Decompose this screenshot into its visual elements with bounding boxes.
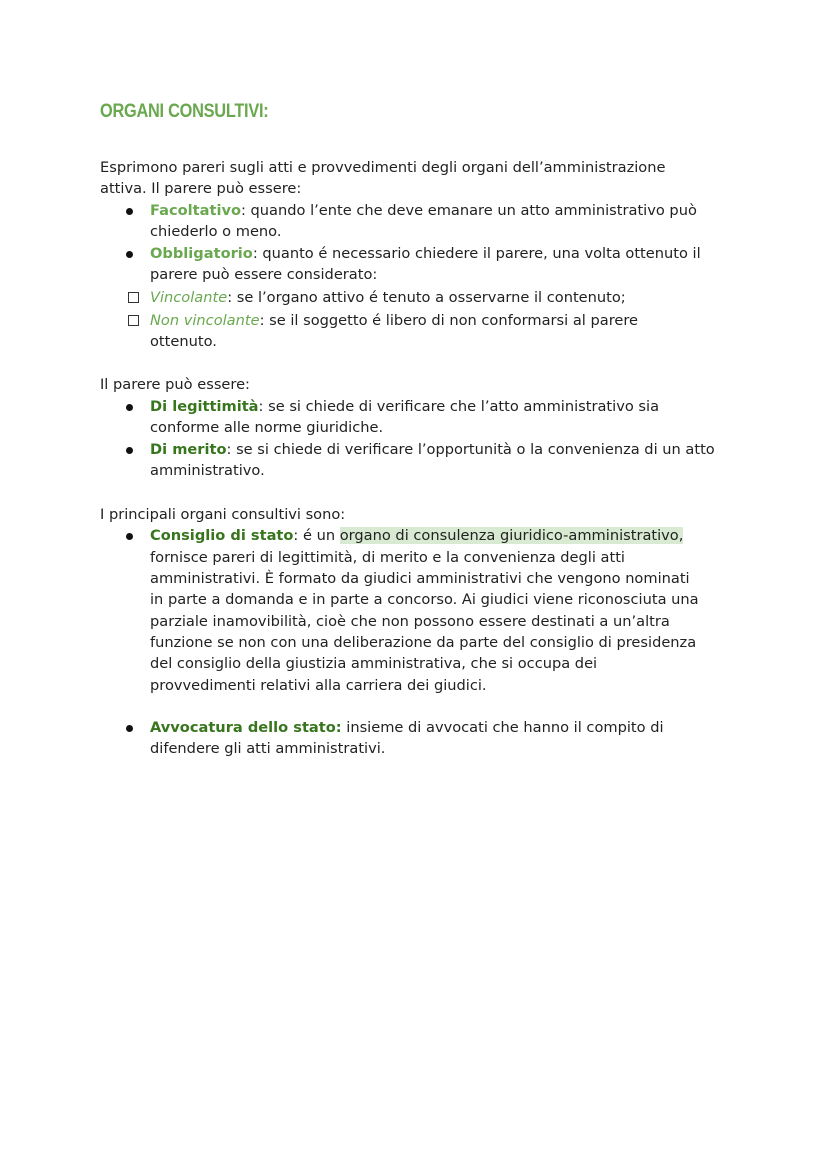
term-non-vincolante: Non vincolante	[150, 312, 260, 329]
bullet-icon	[126, 447, 133, 454]
page-title: ORGANI CONSULTIVI:	[100, 101, 269, 122]
bullet-icon	[126, 251, 133, 258]
term-consiglio: Consiglio di stato	[150, 527, 294, 544]
list-item-non-vincolante: Non vincolante: se il soggetto é libero di non conformarsi al parere	[150, 312, 639, 329]
list-item-continuation: parere può essere considerato:	[150, 266, 378, 283]
bullet-icon	[126, 533, 133, 540]
list-item-continuation: amministrativi. È formato da giudici amministrativi che vengono nominati	[150, 570, 690, 587]
list-item-continuation: amministrativo.	[150, 462, 265, 479]
term-merito: Di merito	[150, 441, 227, 458]
list-item-continuation: provvedimenti relativi alla carriera dei giudici.	[150, 677, 487, 694]
term-legittimita: Di legittimità	[150, 398, 259, 415]
term-obbligatorio: Obbligatorio	[150, 245, 253, 262]
list-item-continuation: in parte a domanda e in parte a concorso. Ai giudici viene riconosciuta una	[150, 591, 699, 608]
bullet-icon	[126, 725, 133, 732]
list-item-vincolante: Vincolante: se l’organo attivo é tenuto a osservarne il contenuto;	[150, 289, 626, 306]
list-item-continuation: conforme alle norme giuridiche.	[150, 419, 384, 436]
list-item-consiglio: Consiglio di stato: é un organo di consulenza giuridico-amministrativo,	[150, 527, 684, 544]
list-item-continuation: difendere gli atti amministrativi.	[150, 740, 386, 757]
list-item-avvocatura: Avvocatura dello stato: insieme di avvocati che hanno il compito di	[150, 719, 664, 736]
bullet-icon	[126, 404, 133, 411]
term-avvocatura: Avvocatura dello stato:	[150, 719, 342, 736]
bullet-icon	[126, 208, 133, 215]
term-vincolante: Vincolante	[150, 289, 228, 306]
list-item-merito: Di merito: se si chiede di verificare l’opportunità o la convenienza di un atto	[150, 441, 715, 458]
list-item-obbligatorio: Obbligatorio: quanto é necessario chiedere il parere, una volta ottenuto il	[150, 245, 701, 262]
list-item-continuation: chiederlo o meno.	[150, 223, 282, 240]
section-intro: I principali organi consultivi sono:	[100, 506, 346, 523]
highlighted-text: organo di consulenza giuridico-amministrativo,	[339, 527, 684, 544]
list-item-continuation: funzione se non con una deliberazione da parte del consiglio di presidenza	[150, 634, 697, 651]
list-item-continuation: parziale inamovibilità, cioè che non possono essere destinati a un’altra	[150, 613, 670, 630]
term-facoltativo: Facoltativo	[150, 202, 241, 219]
section-intro: Il parere può essere:	[100, 376, 250, 393]
intro-line-1: Esprimono pareri sugli atti e provvedimenti degli organi dell’amministrazione	[100, 159, 666, 176]
list-item-continuation: fornisce pareri di legittimità, di merito e la convenienza degli atti	[150, 549, 625, 566]
checkbox-icon[interactable]	[128, 292, 139, 303]
checkbox-icon[interactable]	[128, 315, 139, 326]
list-item-continuation: del consiglio della giustizia amministrativa, che si occupa dei	[150, 655, 598, 672]
list-item-facoltativo: Facoltativo: quando l’ente che deve emanare un atto amministrativo può	[150, 202, 697, 219]
list-item-continuation: ottenuto.	[150, 333, 217, 350]
list-item-legittimita: Di legittimità: se si chiede di verificare che l’atto amministrativo sia	[150, 398, 660, 415]
intro-line-2: attiva. Il parere può essere:	[100, 180, 302, 197]
